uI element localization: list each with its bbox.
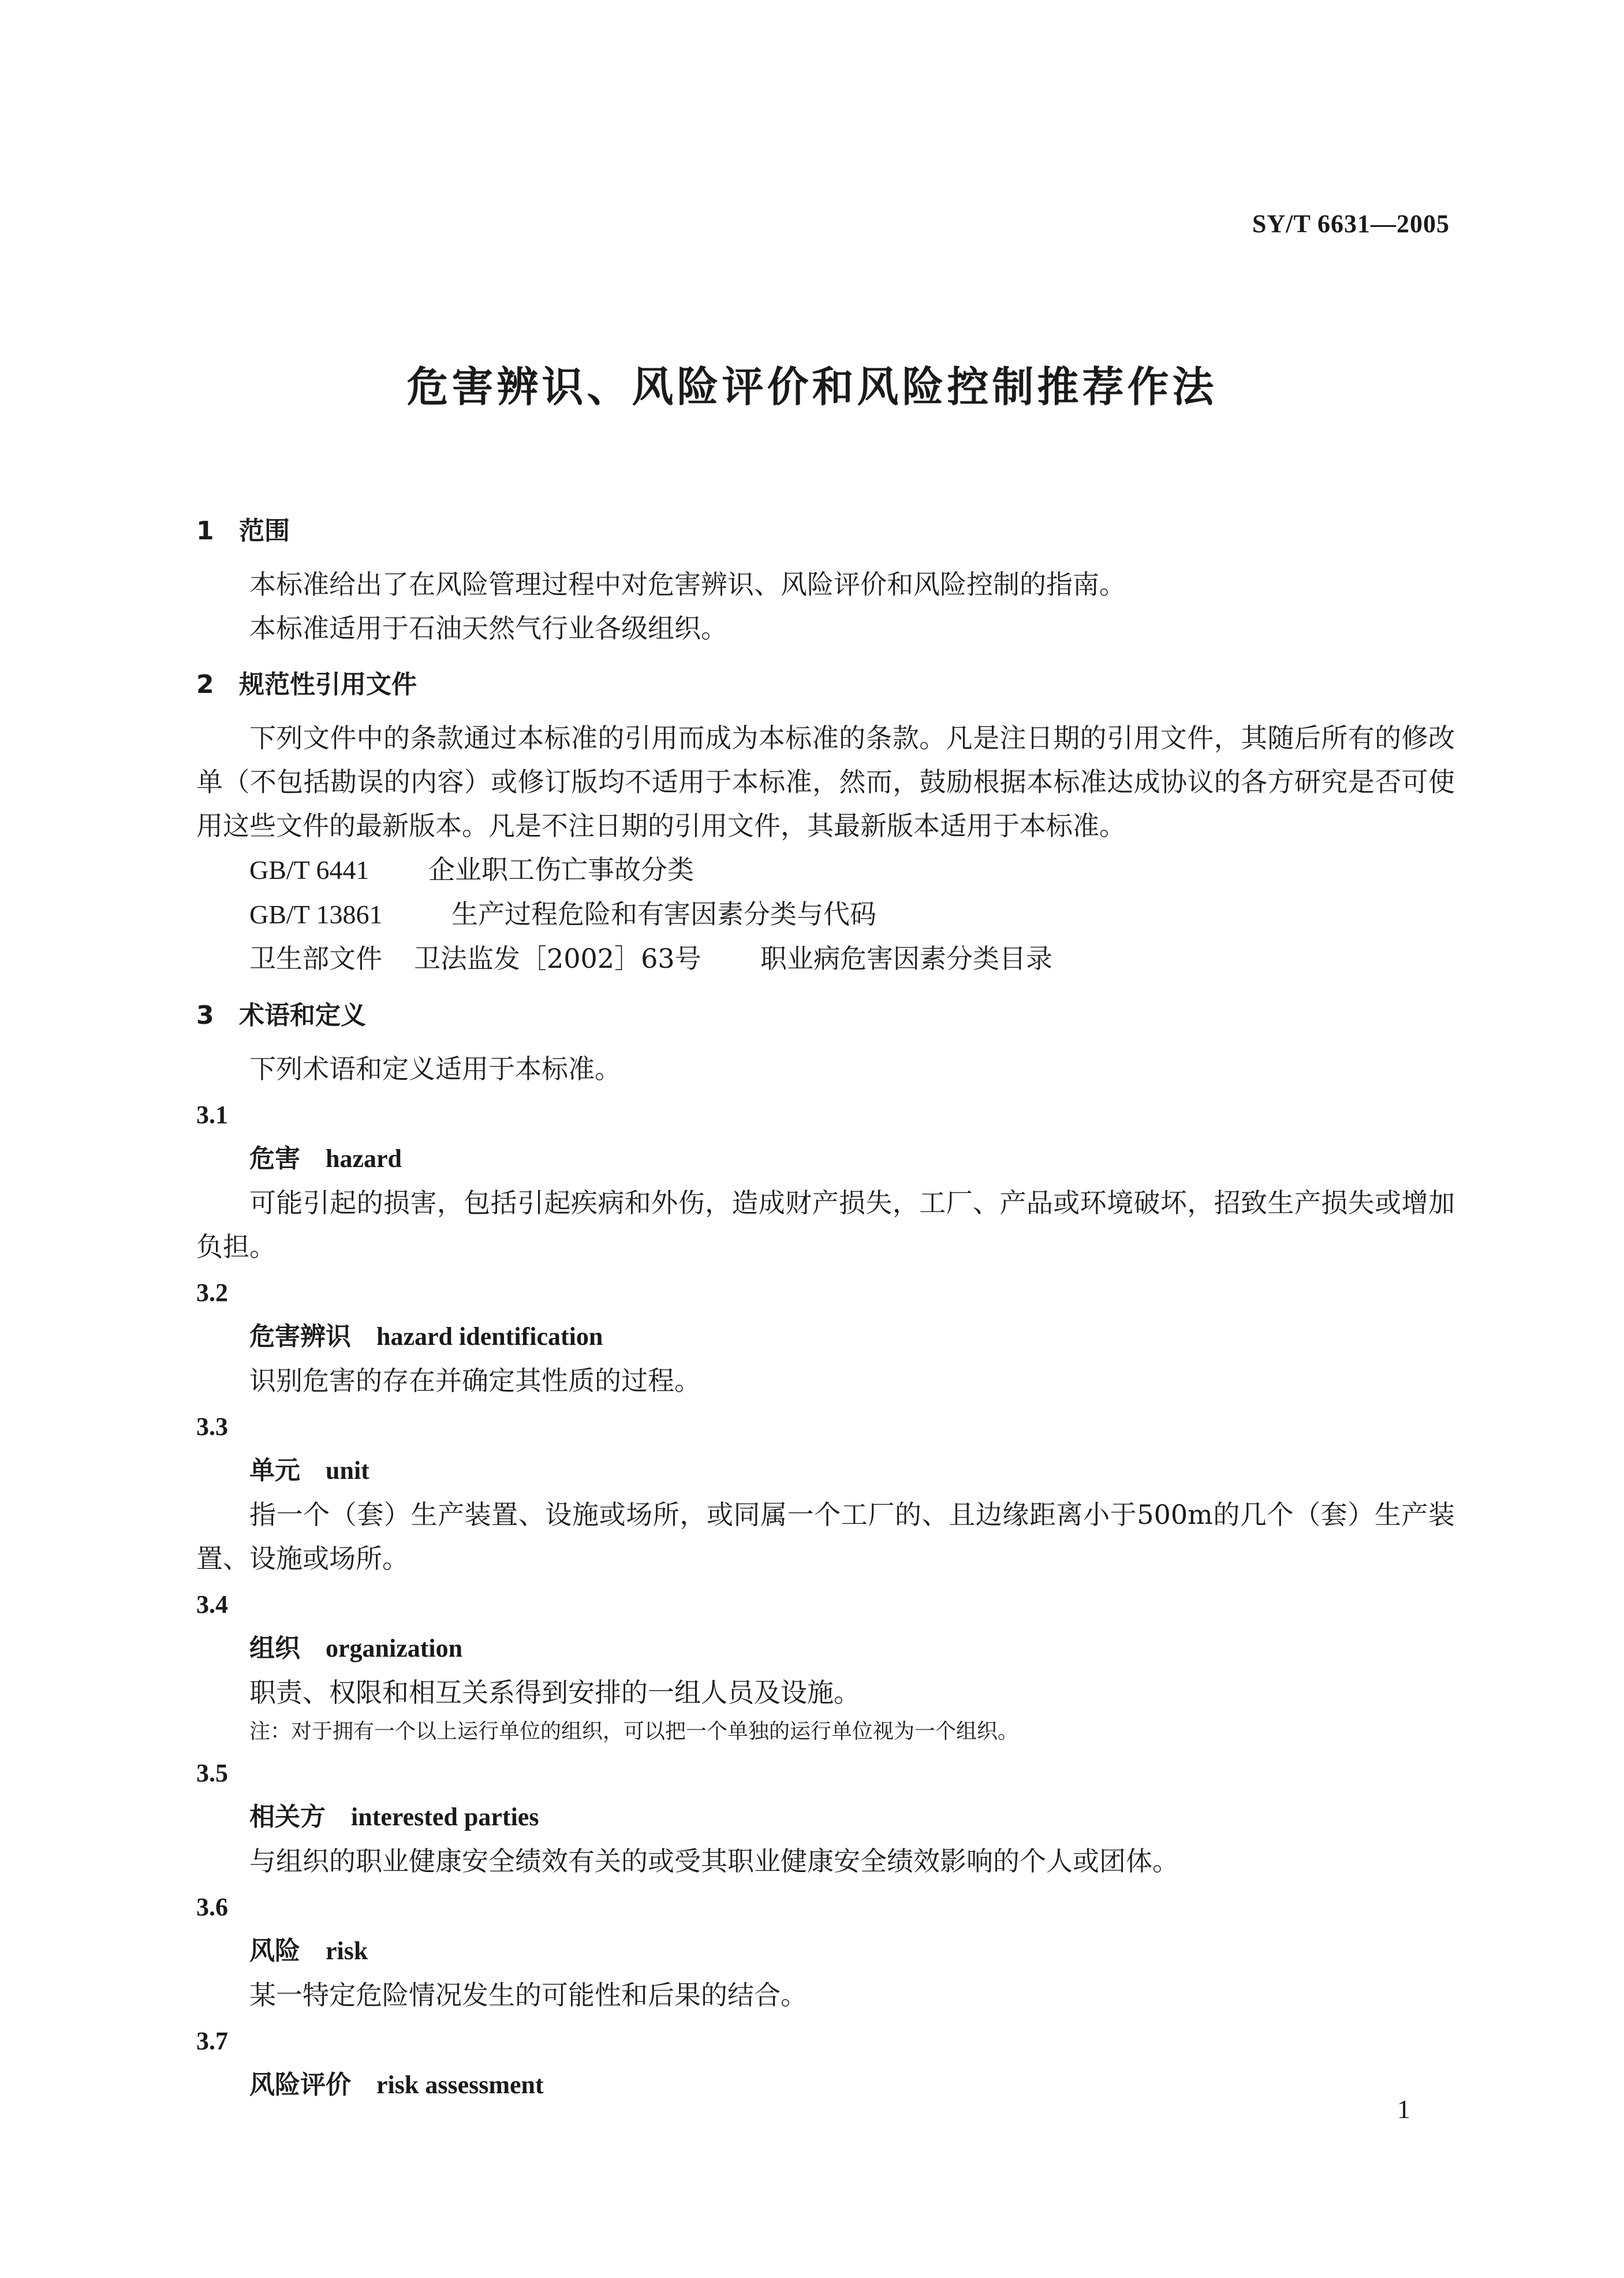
document-body xyxy=(196,497,1455,2107)
paragraph: 本标准适用于石油天然气行业各级组织。 xyxy=(249,613,727,644)
reference-item xyxy=(196,848,1455,892)
term-zh: 组织 xyxy=(249,1634,300,1663)
term-number: 3.3 xyxy=(196,1412,228,1441)
reference-title: 企业职工伤亡事故分类 xyxy=(428,854,694,885)
term-note: 注：对于拥有一个以上运行单位的组织，可以把一个单独的运行单位视为一个组织。 xyxy=(249,1720,1019,1743)
term-en: hazard identification xyxy=(376,1322,603,1351)
reference-title: 职业病危害因素分类目录 xyxy=(760,943,1052,974)
term-number: 3.2 xyxy=(196,1278,228,1307)
section-number: 2 xyxy=(196,670,214,699)
reference-item xyxy=(196,892,1455,937)
term-definition: 职责、权限和相互关系得到安排的一组人员及设施。 xyxy=(249,1677,860,1708)
section-2-heading xyxy=(196,663,1455,707)
term-definition: 与组织的职业健康安全绩效有关的或受其职业健康安全绩效影响的个人或团体。 xyxy=(249,1845,1179,1877)
standard-code: SY/T 6631—2005 xyxy=(1252,210,1450,238)
term-zh: 危害 xyxy=(249,1144,300,1173)
term-definition: 某一特定危险情况发生的可能性和后果的结合。 xyxy=(249,1979,807,2011)
term-zh: 风险评价 xyxy=(249,2070,351,2100)
reference-code: GB/T 13861 xyxy=(249,900,383,929)
section-number: 1 xyxy=(196,516,214,546)
term-name xyxy=(196,1929,1455,1973)
term-en: interested parties xyxy=(351,1803,539,1831)
section-title: 范围 xyxy=(239,516,290,546)
paragraph: 本标准给出了在风险管理过程中对危害辨识、风险评价和风险控制的指南。 xyxy=(249,569,1126,600)
term-number: 3.5 xyxy=(196,1759,228,1787)
term-definition: 识别危害的存在并确定其性质的过程。 xyxy=(249,1365,701,1396)
term-zh: 单元 xyxy=(249,1456,300,1485)
section-title: 术语和定义 xyxy=(239,1001,366,1030)
reference-code: GB/T 6441 xyxy=(249,855,369,885)
term-number: 3.1 xyxy=(196,1101,228,1129)
section-3-heading xyxy=(196,994,1455,1038)
term-definition: 指一个（套）生产装置、设施或场所，或同属一个工厂的、且边缘距离小于500m的几个（套）生产装置、设施或场所。 xyxy=(196,1499,1455,1574)
reference-doc-number: 卫法监发［2002］63号 xyxy=(414,943,701,974)
document-title: 危害辨识、风险评价和风险控制推荐作法 xyxy=(406,363,1218,411)
reference-code: 卫生部文件 xyxy=(249,944,382,974)
term-name xyxy=(196,1795,1455,1839)
term-number: 3.4 xyxy=(196,1590,228,1619)
term-name xyxy=(196,1449,1455,1493)
term-zh: 风险 xyxy=(249,1936,300,1966)
term-number: 3.6 xyxy=(196,1893,228,1921)
term-en: unit xyxy=(326,1456,369,1485)
paragraph: 下列术语和定义适用于本标准。 xyxy=(249,1053,621,1084)
term-en: hazard xyxy=(326,1144,402,1173)
section-number: 3 xyxy=(196,1001,214,1030)
page-number: 1 xyxy=(1397,2094,1410,2124)
term-number: 3.7 xyxy=(196,2027,228,2055)
term-en: risk xyxy=(326,1937,368,1965)
term-name xyxy=(196,1315,1455,1359)
term-zh: 危害辨识 xyxy=(249,1322,351,1351)
section-1-heading xyxy=(196,509,1455,553)
term-en: risk assessment xyxy=(376,2071,544,2099)
paragraph: 下列文件中的条款通过本标准的引用而成为本标准的条款。凡是注日期的引用文件，其随后所有的修改单（不包括勘误的内容）或修订版均不适用于本标准，然而，鼓励根据本标准达成协议的各方研究是否可使用这些文件的最新版本。凡是不注日期的引用文件，其最新版本适用于本标准。 xyxy=(196,722,1455,841)
term-name xyxy=(196,2063,1455,2107)
term-name xyxy=(196,1137,1455,1181)
term-name xyxy=(196,1627,1455,1671)
reference-item xyxy=(196,937,1455,981)
term-definition: 可能引起的损害，包括引起疾病和外伤，造成财产损失，工厂、产品或环境破坏，招致生产损失或增加负担。 xyxy=(196,1187,1455,1262)
term-zh: 相关方 xyxy=(249,1802,326,1832)
reference-title: 生产过程危险和有害因素分类与代码 xyxy=(451,898,876,930)
section-title: 规范性引用文件 xyxy=(239,670,417,699)
term-en: organization xyxy=(326,1634,463,1662)
